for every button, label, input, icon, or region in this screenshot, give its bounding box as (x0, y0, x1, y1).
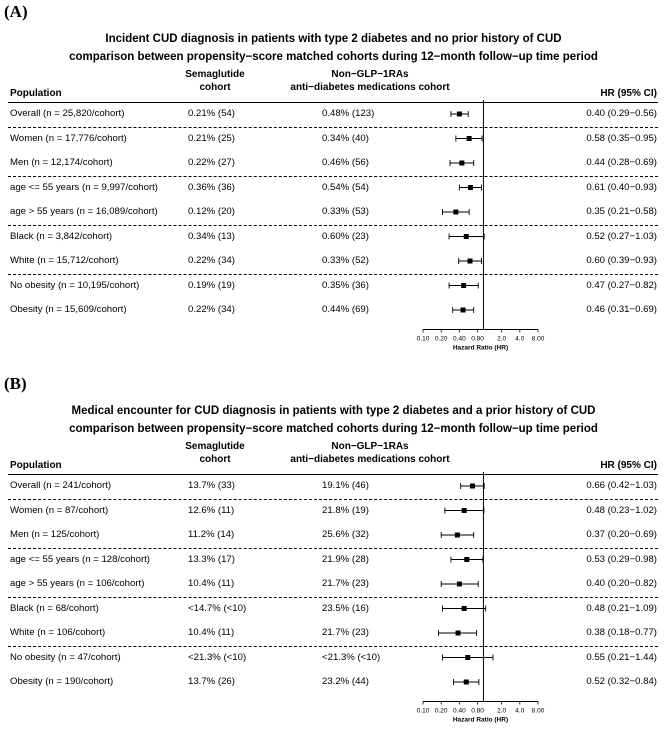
hr-point (468, 259, 473, 264)
hr-ci-cell: 0.44 (0.28−0.69) (586, 157, 657, 168)
x-tick-label: 0.80 (471, 335, 484, 343)
hr-point (459, 161, 464, 166)
non-glp-cell: 0.48% (123) (322, 108, 375, 119)
semaglutide-cell: 13.3% (17) (188, 553, 235, 565)
forest-plot (0, 0, 667, 360)
semaglutide-cell: 11.2% (14) (188, 529, 235, 540)
header-hr: HR (95% CI) (600, 88, 657, 99)
population-cell: Men (n = 12,174/cohort) (10, 157, 113, 168)
non-glp-cell: 0.54% (54) (322, 181, 369, 193)
chart-title-line-2: comparison between propensity−score matched cohorts during 12−month follow−up time period (69, 423, 598, 435)
hr-ci-cell: 0.61 (0.40−0.93) (586, 181, 657, 193)
hr-point (455, 533, 460, 538)
forest-panel-a (0, 0, 667, 360)
x-tick-label: 0.80 (471, 707, 484, 715)
header-non-glp-line-1: Non−GLP−1RAs (331, 441, 409, 452)
non-glp-cell: 0.60% (23) (322, 230, 369, 242)
x-tick-label: 8.00 (531, 335, 545, 343)
semaglutide-cell: 0.19% (19) (188, 279, 235, 291)
x-axis-title: Hazard Ratio (HR) (452, 344, 509, 352)
hr-point (470, 484, 475, 489)
panel-label: (A) (4, 2, 28, 21)
non-glp-cell: 0.33% (52) (322, 255, 369, 266)
x-tick-label: 8.00 (531, 707, 545, 715)
population-cell: Black (n = 68/cohort) (10, 602, 99, 614)
semaglutide-cell: 10.4% (11) (188, 578, 235, 589)
chart-title-line-2: comparison between propensity−score matched cohorts during 12−month follow−up time period (69, 51, 598, 63)
hr-ci-cell: 0.48 (0.21−1.09) (586, 602, 657, 614)
non-glp-cell: 21.8% (19) (322, 504, 369, 516)
population-cell: White (n = 15,712/cohort) (10, 255, 119, 266)
population-cell: Obesity (n = 190/cohort) (10, 676, 114, 687)
population-cell: White (n = 106/cohort) (10, 627, 106, 638)
header-semaglutide-line-2: cohort (199, 454, 231, 465)
x-tick-label: 4.0 (515, 335, 525, 343)
x-tick-label: 0.20 (434, 707, 448, 715)
non-glp-cell: 23.2% (44) (322, 676, 369, 687)
semaglutide-cell: <21.3% (<10) (188, 651, 247, 663)
hr-ci-cell: 0.52 (0.27−1.03) (586, 230, 657, 242)
semaglutide-cell: 0.21% (54) (188, 108, 235, 119)
hr-point (464, 680, 469, 685)
semaglutide-cell: 0.36% (36) (188, 181, 235, 193)
header-non-glp-line-1: Non−GLP−1RAs (331, 69, 409, 80)
hr-ci-cell: 0.47 (0.27−0.82) (586, 279, 657, 291)
hr-point (456, 631, 461, 636)
x-tick-label: 0.10 (416, 707, 430, 715)
x-axis-title: Hazard Ratio (HR) (452, 716, 509, 724)
non-glp-cell: 0.33% (53) (322, 206, 369, 217)
hr-ci-cell: 0.66 (0.42−1.03) (586, 480, 657, 491)
population-cell: age <= 55 years (n = 9,997/cohort) (10, 181, 159, 193)
hr-ci-cell: 0.38 (0.18−0.77) (586, 627, 657, 638)
semaglutide-cell: <14.7% (<10) (188, 602, 247, 614)
hr-point (457, 112, 462, 117)
chart-title-line-1: Incident CUD diagnosis in patients with type 2 diabetes and no prior history of CUD (105, 33, 562, 45)
hr-point (462, 508, 467, 513)
hr-point (465, 655, 470, 660)
population-cell: age <= 55 years (n = 128/cohort) (10, 553, 150, 565)
non-glp-cell: 0.46% (56) (322, 157, 369, 168)
header-semaglutide-line-2: cohort (199, 82, 231, 93)
hr-point (462, 606, 467, 611)
population-cell: No obesity (n = 47/cohort) (10, 651, 121, 663)
hr-point (461, 308, 466, 313)
hr-point (468, 185, 473, 190)
hr-point (461, 283, 466, 288)
semaglutide-cell: 10.4% (11) (188, 627, 235, 638)
semaglutide-cell: 13.7% (26) (188, 676, 235, 687)
semaglutide-cell: 12.6% (11) (188, 504, 235, 516)
hr-ci-cell: 0.60 (0.39−0.93) (586, 255, 657, 266)
population-cell: Women (n = 87/cohort) (10, 504, 109, 516)
non-glp-cell: 0.44% (69) (322, 304, 369, 315)
semaglutide-cell: 0.21% (25) (188, 132, 235, 144)
hr-ci-cell: 0.37 (0.20−0.69) (586, 529, 657, 540)
x-tick-label: 2.0 (497, 707, 507, 715)
header-population: Population (10, 88, 62, 99)
header-non-glp-line-2: anti−diabetes medications cohort (290, 82, 450, 93)
hr-ci-cell: 0.48 (0.23−1.02) (586, 504, 657, 516)
non-glp-cell: 21.9% (28) (322, 553, 369, 565)
population-cell: age > 55 years (n = 16,089/cohort) (10, 206, 158, 217)
hr-point (464, 557, 469, 562)
semaglutide-cell: 0.22% (34) (188, 304, 235, 315)
population-cell: age > 55 years (n = 106/cohort) (10, 578, 145, 589)
semaglutide-cell: 0.34% (13) (188, 230, 235, 242)
x-tick-label: 0.40 (453, 707, 466, 715)
population-cell: Obesity (n = 15,609/cohort) (10, 304, 127, 315)
non-glp-cell: 23.5% (16) (322, 602, 369, 614)
non-glp-cell: 19.1% (46) (322, 480, 369, 491)
population-cell: Women (n = 17,776/cohort) (10, 132, 127, 144)
header-hr: HR (95% CI) (600, 460, 657, 471)
x-tick-label: 0.40 (453, 335, 466, 343)
semaglutide-cell: 0.22% (34) (188, 255, 235, 266)
population-cell: No obesity (n = 10,195/cohort) (10, 279, 140, 291)
hr-ci-cell: 0.52 (0.32−0.84) (586, 676, 657, 687)
non-glp-cell: 21.7% (23) (322, 627, 369, 638)
non-glp-cell: 21.7% (23) (322, 578, 369, 589)
hr-ci-cell: 0.46 (0.31−0.69) (586, 304, 657, 315)
non-glp-cell: 0.35% (36) (322, 279, 369, 291)
x-tick-label: 0.20 (434, 335, 448, 343)
forest-panel-b (0, 360, 667, 736)
header-semaglutide-line-1: Semaglutide (185, 69, 245, 80)
header-semaglutide-line-1: Semaglutide (185, 441, 245, 452)
semaglutide-cell: 13.7% (33) (188, 480, 235, 491)
chart-title-line-1: Medical encounter for CUD diagnosis in patients with type 2 diabetes and a prior history of CUD (71, 405, 596, 417)
x-tick-label: 0.10 (416, 335, 430, 343)
population-cell: Overall (n = 25,820/cohort) (10, 108, 125, 119)
hr-ci-cell: 0.58 (0.35−0.95) (586, 132, 657, 144)
population-cell: Black (n = 3,842/cohort) (10, 230, 113, 242)
semaglutide-cell: 0.22% (27) (188, 157, 235, 168)
hr-point (467, 136, 472, 141)
x-tick-label: 4.0 (515, 707, 525, 715)
header-non-glp-line-2: anti−diabetes medications cohort (290, 454, 450, 465)
population-cell: Overall (n = 241/cohort) (10, 480, 112, 491)
hr-point (457, 582, 462, 587)
hr-ci-cell: 0.40 (0.20−0.82) (586, 578, 657, 589)
hr-ci-cell: 0.53 (0.29−0.98) (586, 553, 657, 565)
panel-label: (B) (4, 374, 27, 393)
header-population: Population (10, 460, 62, 471)
non-glp-cell: 0.34% (40) (322, 132, 369, 144)
semaglutide-cell: 0.12% (20) (188, 206, 235, 217)
non-glp-cell: <21.3% (<10) (322, 651, 381, 663)
non-glp-cell: 25.6% (32) (322, 529, 369, 540)
hr-point (464, 234, 469, 239)
hr-point (453, 210, 458, 215)
population-cell: Men (n = 125/cohort) (10, 529, 100, 540)
forest-plot (0, 360, 667, 736)
hr-ci-cell: 0.40 (0.29−0.56) (586, 108, 657, 119)
hr-ci-cell: 0.35 (0.21−0.58) (586, 206, 657, 217)
x-tick-label: 2.0 (497, 335, 507, 343)
hr-ci-cell: 0.55 (0.21−1.44) (586, 651, 657, 663)
